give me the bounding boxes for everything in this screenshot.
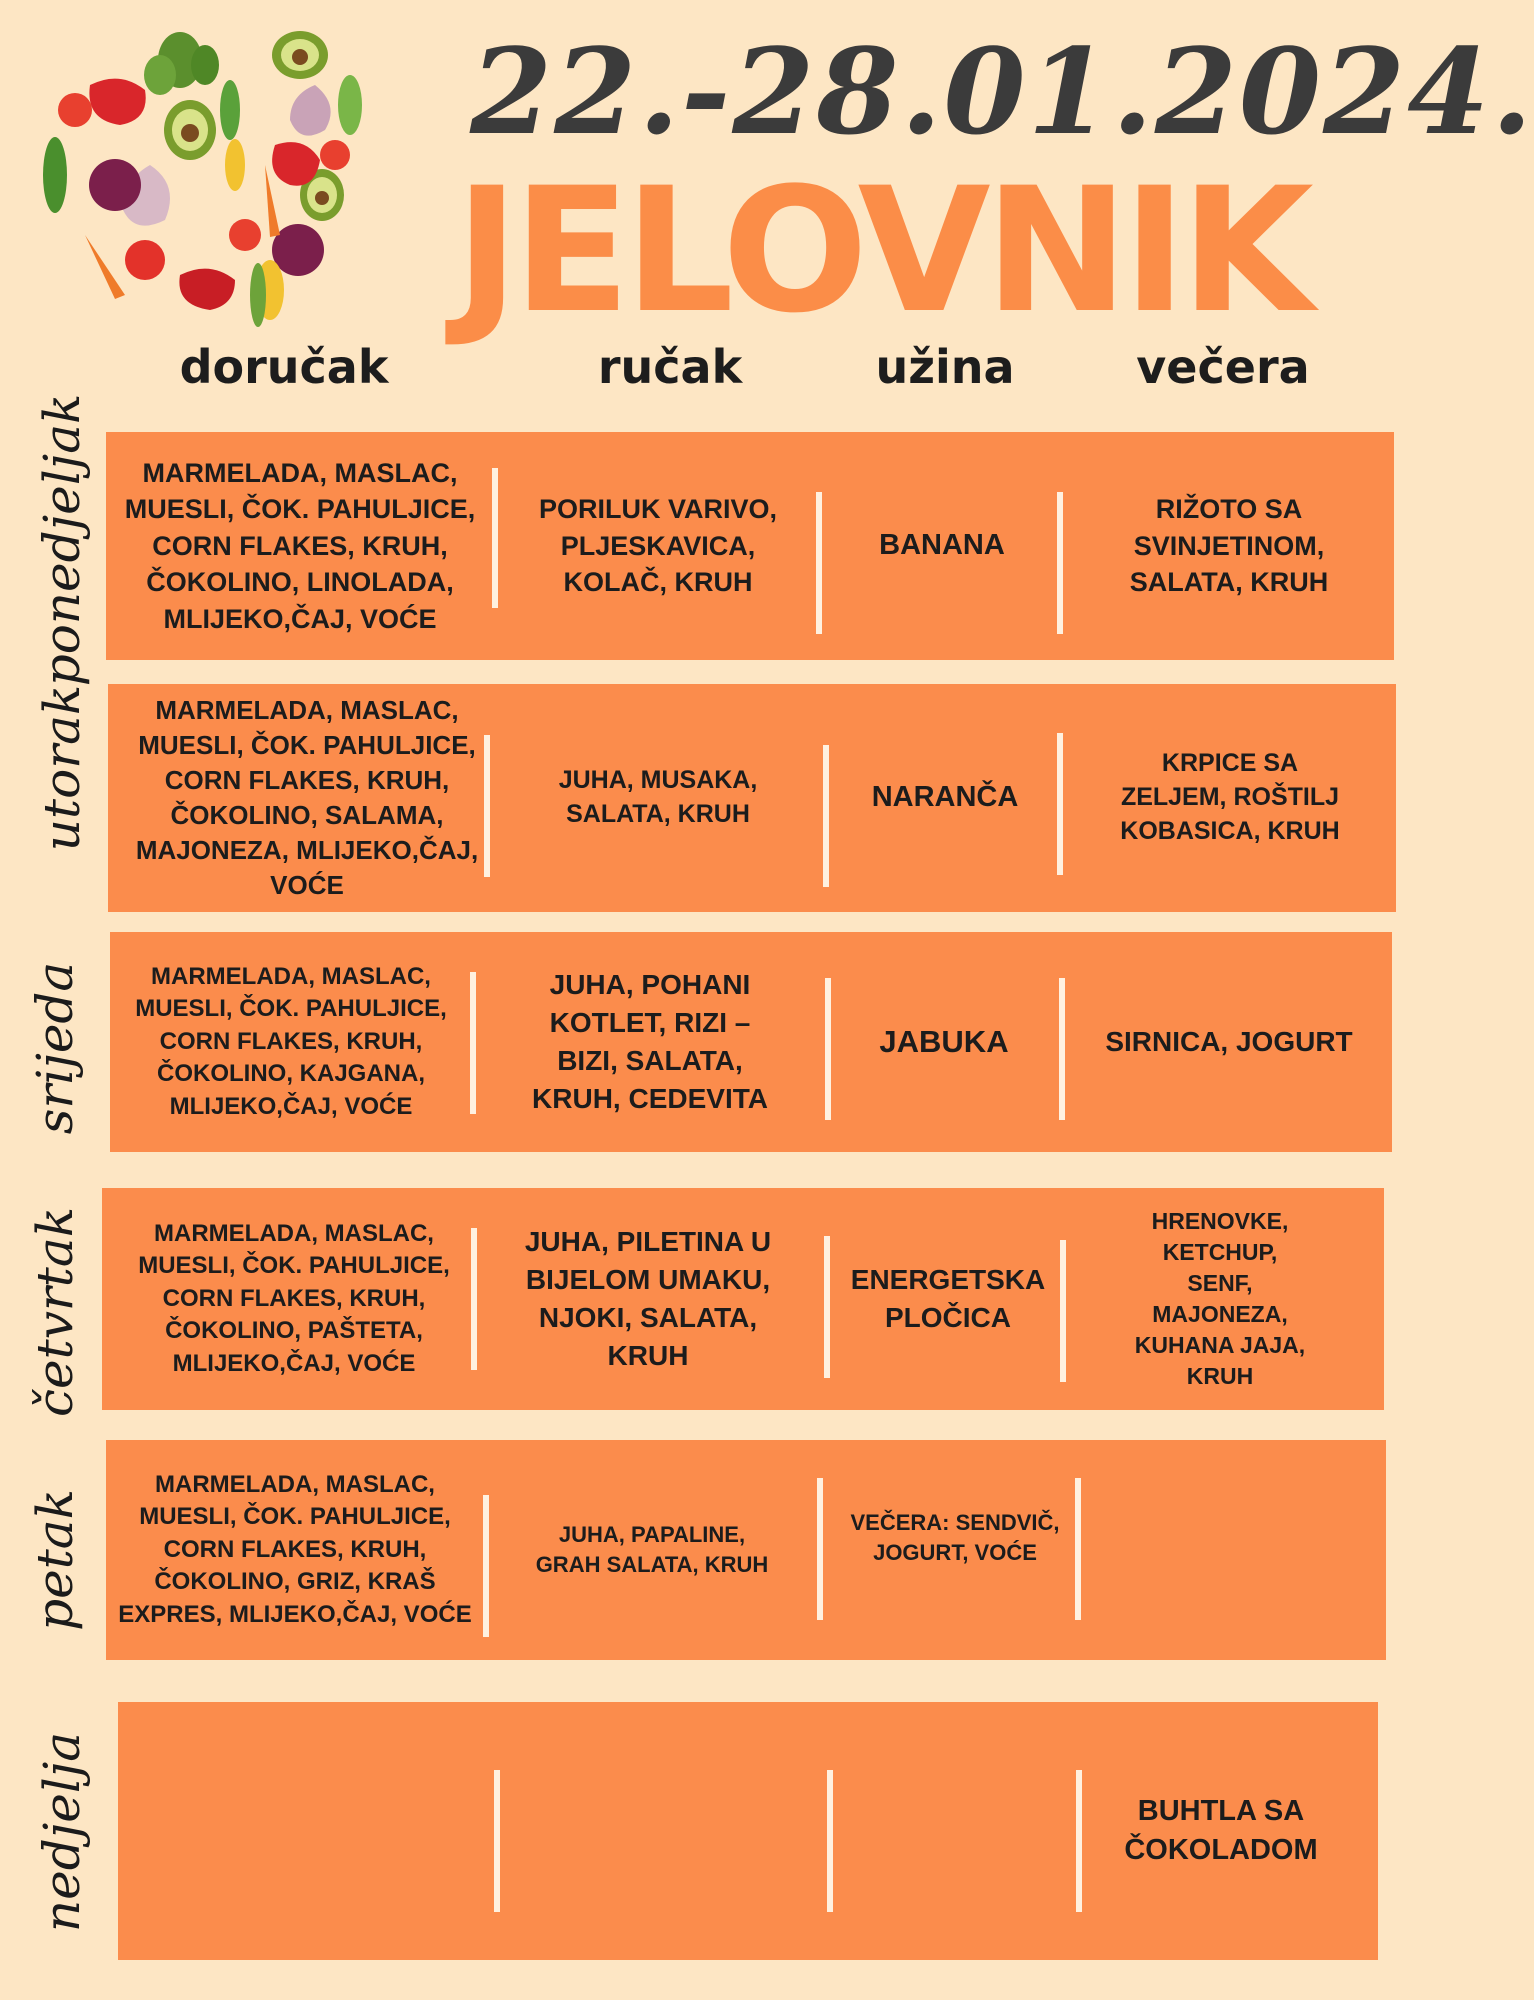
snack-cell (834, 1702, 1074, 1960)
day-label-tuesday: utorak (33, 684, 91, 852)
column-divider (1057, 492, 1063, 634)
day-label-friday: petak (26, 1489, 84, 1631)
dinner-cell: SIRNICA, JOGURT (1105, 1026, 1353, 1058)
snack-cell: VEČERA: SENDVIČ, JOGURT, VOĆE (850, 1510, 1060, 1565)
lunch-cell (502, 1702, 824, 1960)
breakfast-cell: MARMELADA, MASLAC, MUESLI, ČOK. PAHULJICE, CORN FLAKES, KRUH, ČOKOLINO, GRIZ, KRAŠ EXPRES, MLIJEKO,ČAJ, VOĆE (118, 1471, 472, 1628)
day-label-sunday: nedjelja (33, 1731, 91, 1933)
day-label-monday: ponedjeljak (33, 393, 91, 687)
column-divider (1057, 733, 1063, 875)
menu-title: JELOVNIK (455, 150, 1308, 351)
column-header-snack: užina (875, 340, 1015, 394)
day-label-thursday: četvrtak (26, 1206, 84, 1418)
column-divider (827, 1770, 833, 1912)
dinner-cell: HRENOVKE, KETCHUP, SENF, MAJONEZA, KUHANA JAJA, KRUH (1134, 1207, 1306, 1390)
column-divider (492, 468, 498, 608)
snack-cell: BANANA (879, 529, 1005, 562)
date-range: 22.-28.01.2024. (470, 22, 1534, 161)
lunch-cell: JUHA, PILETINA U BIJELOM UMAKU, NJOKI, SALATA, KRUH (524, 1226, 772, 1371)
vegetables-heart-illustration (30, 15, 370, 335)
dinner-cell: BUHTLA SA ČOKOLADOM (1124, 1794, 1318, 1866)
column-divider (816, 492, 822, 634)
dinner-cell: RIŽOTO SA SVINJETINOM, SALATA, KRUH (1129, 494, 1329, 598)
breakfast-cell: MARMELADA, MASLAC, MUESLI, ČOK. PAHULJICE, CORN FLAKES, KRUH, ČOKOLINO, KAJGANA, MLIJEKO,ČAJ, VOĆE (135, 963, 447, 1120)
breakfast-cell: MARMELADA, MASLAC, MUESLI, ČOK. PAHULJICE, CORN FLAKES, KRUH, ČOKOLINO, LINOLADA, MLIJEKO,ČAJ, VOĆE (124, 457, 476, 634)
column-divider (470, 972, 476, 1114)
lunch-cell: JUHA, PAPALINE, GRAH SALATA, KRUH (535, 1522, 769, 1577)
dinner-cell: KRPICE SA ZELJEM, ROŠTILJ KOBASICA, KRUH (1120, 749, 1340, 845)
column-header-lunch: ručak (597, 340, 743, 394)
column-divider (483, 1495, 489, 1637)
breakfast-cell: MARMELADA, MASLAC, MUESLI, ČOK. PAHULJICE, CORN FLAKES, KRUH, ČOKOLINO, SALAMA, MAJONEZA, MLIJEKO,ČAJ, VOĆE (135, 694, 479, 901)
breakfast-cell: MARMELADA, MASLAC, MUESLI, ČOK. PAHULJICE, CORN FLAKES, KRUH, ČOKOLINO, PAŠTETA, MLIJEKO,ČAJ, VOĆE (138, 1220, 450, 1377)
lunch-cell: JUHA, POHANI KOTLET, RIZI – BIZI, SALATA, KRUH, CEDEVITA (532, 969, 768, 1114)
day-label-wednesday: srijeda (26, 961, 84, 1135)
dinner-cell (1084, 1440, 1386, 1660)
snack-cell: NARANČA (871, 781, 1019, 814)
column-header-dinner: večera (1136, 340, 1310, 394)
column-divider (494, 1770, 500, 1912)
column-divider (1059, 978, 1065, 1120)
column-divider (484, 735, 490, 877)
column-header-breakfast: doručak (179, 340, 389, 394)
column-divider (1075, 1478, 1081, 1620)
column-divider (817, 1478, 823, 1620)
lunch-cell: JUHA, MUSAKA, SALATA, KRUH (558, 766, 758, 828)
column-divider (1076, 1770, 1082, 1912)
snack-cell: ENERGETSKA PLOČICA (850, 1264, 1046, 1333)
column-divider (825, 978, 831, 1120)
breakfast-cell (120, 1702, 490, 1960)
lunch-cell: PORILUK VARIVO, PLJESKAVICA, KOLAČ, KRUH (538, 494, 778, 598)
column-divider (1060, 1240, 1066, 1382)
column-divider (823, 745, 829, 887)
column-divider (471, 1228, 477, 1370)
snack-cell: JABUKA (879, 1024, 1009, 1060)
